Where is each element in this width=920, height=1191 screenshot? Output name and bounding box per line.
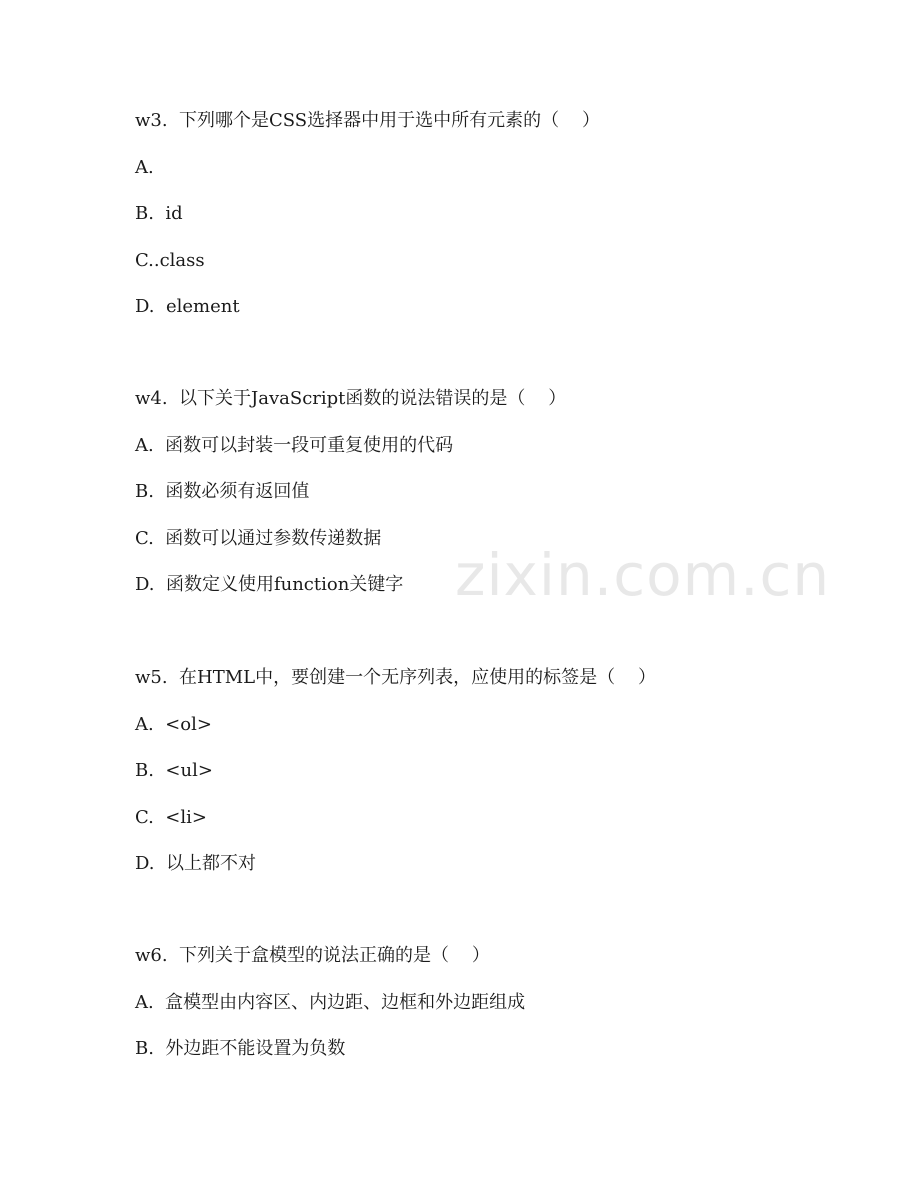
option-d: D. element — [135, 296, 240, 317]
option-c: C. 函数可以通过参数传递数据 — [135, 527, 382, 549]
question-stem: w4. 以下关于JavaScript函数的说法错误的是（ ） — [135, 388, 567, 409]
option-a: A. 盒模型由内容区、内边距、边框和外边距组成 — [135, 991, 526, 1013]
question-stem: w3. 下列哪个是CSS选择器中用于选中所有元素的（ ） — [135, 110, 601, 131]
option-b: B. id — [135, 203, 183, 224]
watermark: zixin.com.cn — [455, 541, 831, 609]
option-a: A. <ol> — [135, 713, 212, 735]
option-b: B. 外边距不能设置为负数 — [135, 1038, 346, 1059]
option-d: D. 以上都不对 — [135, 853, 256, 874]
question-w3 — [135, 98, 835, 331]
option-d: D. 函数定义使用function关键字 — [135, 574, 404, 595]
question-w6 — [135, 933, 835, 1073]
option-a: A. — [135, 156, 154, 178]
option-a: A. 函数可以封装一段可重复使用的代码 — [135, 434, 454, 456]
question-stem: w6. 下列关于盒模型的说法正确的是（ ） — [135, 945, 490, 966]
option-b: B. <ul> — [135, 760, 213, 781]
option-c: C..class — [135, 249, 205, 271]
option-c: C. <li> — [135, 806, 207, 828]
option-b: B. 函数必须有返回值 — [135, 481, 310, 502]
question-stem: w5. 在HTML中，要创建一个无序列表，应使用的标签是（ ） — [135, 667, 656, 688]
question-w5 — [135, 655, 835, 888]
